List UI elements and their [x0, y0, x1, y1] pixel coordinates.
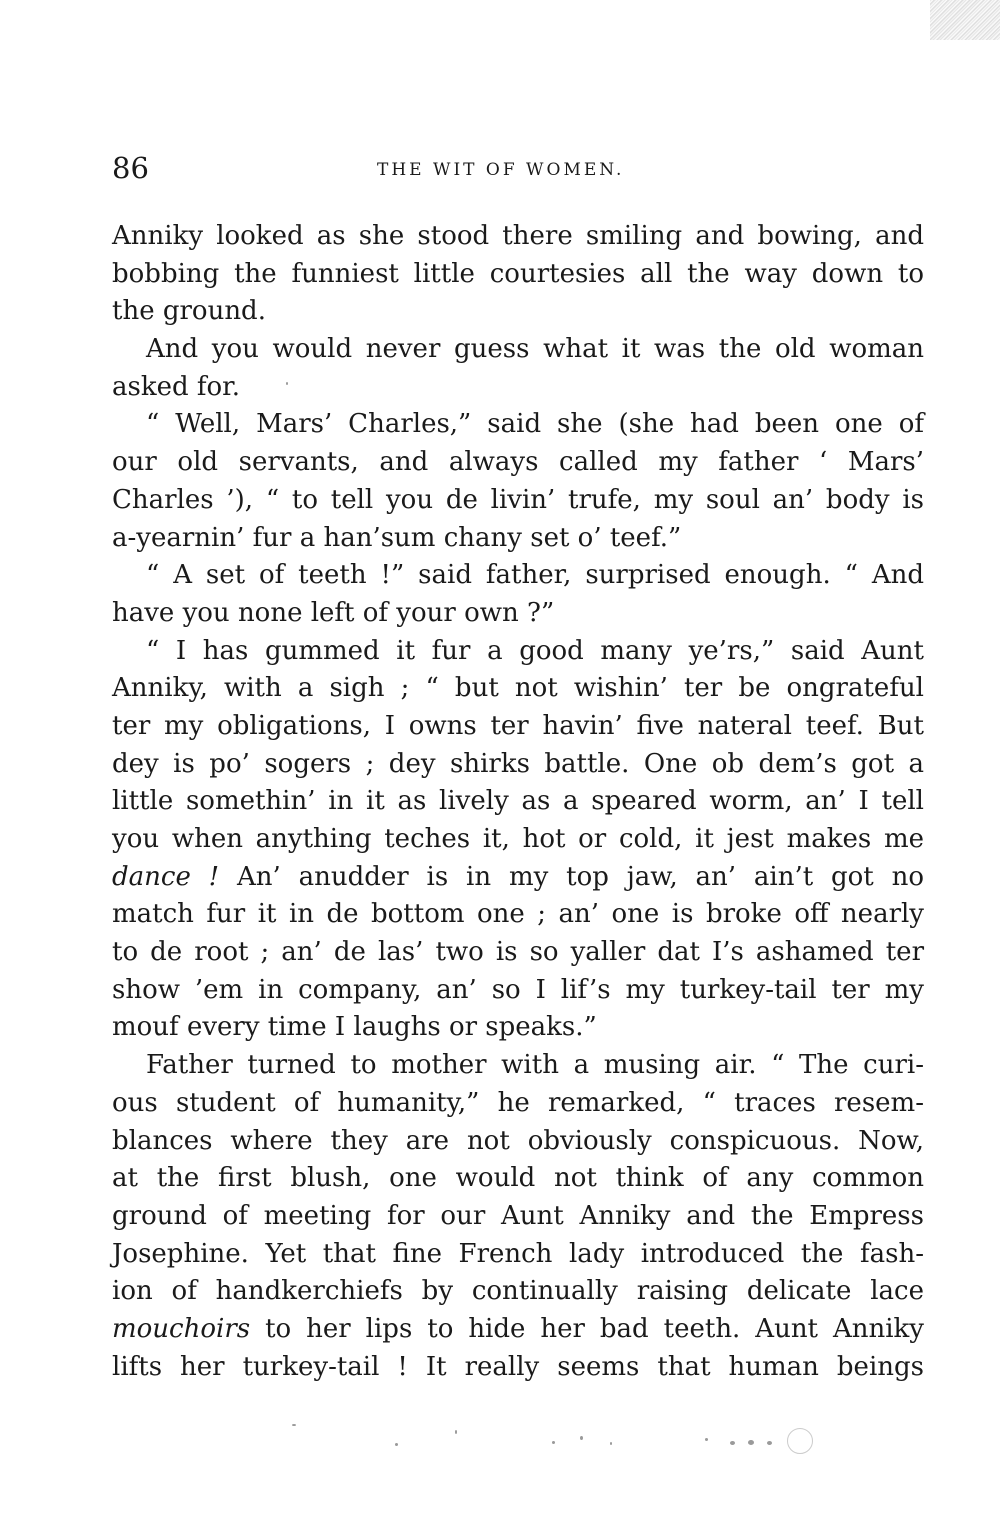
scan-corner-artifact	[930, 0, 1000, 40]
scan-speck	[730, 1441, 735, 1445]
page-header	[112, 150, 924, 190]
library-stamp-mark	[787, 1428, 813, 1454]
body-text	[112, 218, 924, 1386]
text-line: Anniky, with a sigh ; “ but not wishin’ ter be ongrateful	[112, 673, 924, 704]
text-line: “ I has gummed it fur a good many ye’rs,” said Aunt	[146, 635, 924, 666]
text-line: Father turned to mother with a musing air. “ The curi-	[146, 1050, 924, 1081]
text-line: Charles ’), “ to tell you de livin’ trufe, my soul an’ body is	[112, 484, 924, 515]
scan-speck	[580, 1436, 583, 1440]
paragraph-3	[112, 406, 924, 557]
text-line: ground of meeting for our Aunt Anniky and the Empress	[112, 1200, 924, 1231]
text-line: asked for.	[112, 371, 241, 402]
scan-speck	[455, 1430, 457, 1434]
page-number: 86	[112, 151, 149, 185]
text-line: to de root ; an’ de las’ two is so yaller dat I’s ashamed ter	[112, 937, 924, 968]
paragraph-6	[112, 1047, 924, 1386]
text-line-mixed	[112, 1311, 924, 1349]
scan-speck	[286, 382, 288, 385]
text-line: the ground.	[112, 296, 266, 327]
text-line: Anniky looked as she stood there smiling and bowing, and	[112, 221, 924, 251]
scan-speck	[705, 1438, 708, 1441]
text-line: match fur it in de bottom one ; an’ one is broke off nearly	[112, 899, 924, 930]
text-line: lifts her turkey-tail ! It really seems that human beings	[112, 1351, 924, 1382]
scan-speck	[748, 1440, 754, 1445]
text-line: mouf every time I laughs or speaks.”	[112, 1012, 597, 1043]
scan-speck	[767, 1441, 772, 1445]
paragraph-5	[112, 633, 924, 1048]
text-line: “ Well, Mars’ Charles,” said she (she had been one of	[146, 409, 924, 440]
text-line: little somethin’ in it as lively as a speared worm, an’ I tell	[112, 786, 924, 817]
text-line: have you none left of your own ?”	[112, 597, 555, 628]
text-run: An’ anudder is in my top jaw, an’ ain’t got no	[219, 861, 924, 892]
text-line: ter my obligations, I owns ter havin’ five nateral teef. But	[112, 710, 924, 741]
paragraph-4	[112, 557, 924, 632]
text-line: at the first blush, one would not think of any common	[112, 1163, 924, 1194]
text-line-mixed	[112, 859, 924, 897]
paragraph-2	[112, 331, 924, 406]
text-line: blances where they are not obviously conspicuous. Now,	[112, 1125, 924, 1156]
text-line: And you would never guess what it was the old woman	[146, 334, 924, 365]
text-line: you when anything teches it, hot or cold, it jest makes me	[112, 824, 924, 854]
scan-speck	[552, 1441, 555, 1444]
scan-speck	[395, 1443, 398, 1446]
text-line: “ A set of teeth !” said father, surprised enough. “ And	[146, 560, 924, 591]
text-line: our old servants, and always called my father ‘ Mars’	[112, 447, 924, 478]
emphasis-dance: dance !	[112, 861, 220, 892]
scan-speck	[292, 1424, 296, 1426]
scan-speck	[610, 1442, 612, 1445]
text-line: Josephine. Yet that fine French lady introduced the fash-	[112, 1238, 924, 1269]
text-run: to her lips to hide her bad teeth. Aunt Anniky	[250, 1313, 924, 1344]
text-line: show ’em in company, an’ so I lif’s my turkey-tail ter my	[112, 974, 924, 1005]
paragraph-1	[112, 218, 924, 331]
emphasis-mouchoirs: mouchoirs	[112, 1313, 251, 1344]
text-line: dey is po’ sogers ; dey shirks battle. One ob dem’s got a	[112, 748, 924, 779]
text-line: bobbing the funniest little courtesies all the way down to	[112, 258, 924, 289]
text-line: a-yearnin’ fur a han’sum chany set o’ teef.”	[112, 522, 682, 553]
text-line: ous student of humanity,” he remarked, “ traces resem-	[112, 1087, 924, 1118]
running-head: THE WIT OF WOMEN.	[377, 160, 625, 180]
text-line: ion of handkerchiefs by continually raising delicate lace	[112, 1276, 924, 1307]
